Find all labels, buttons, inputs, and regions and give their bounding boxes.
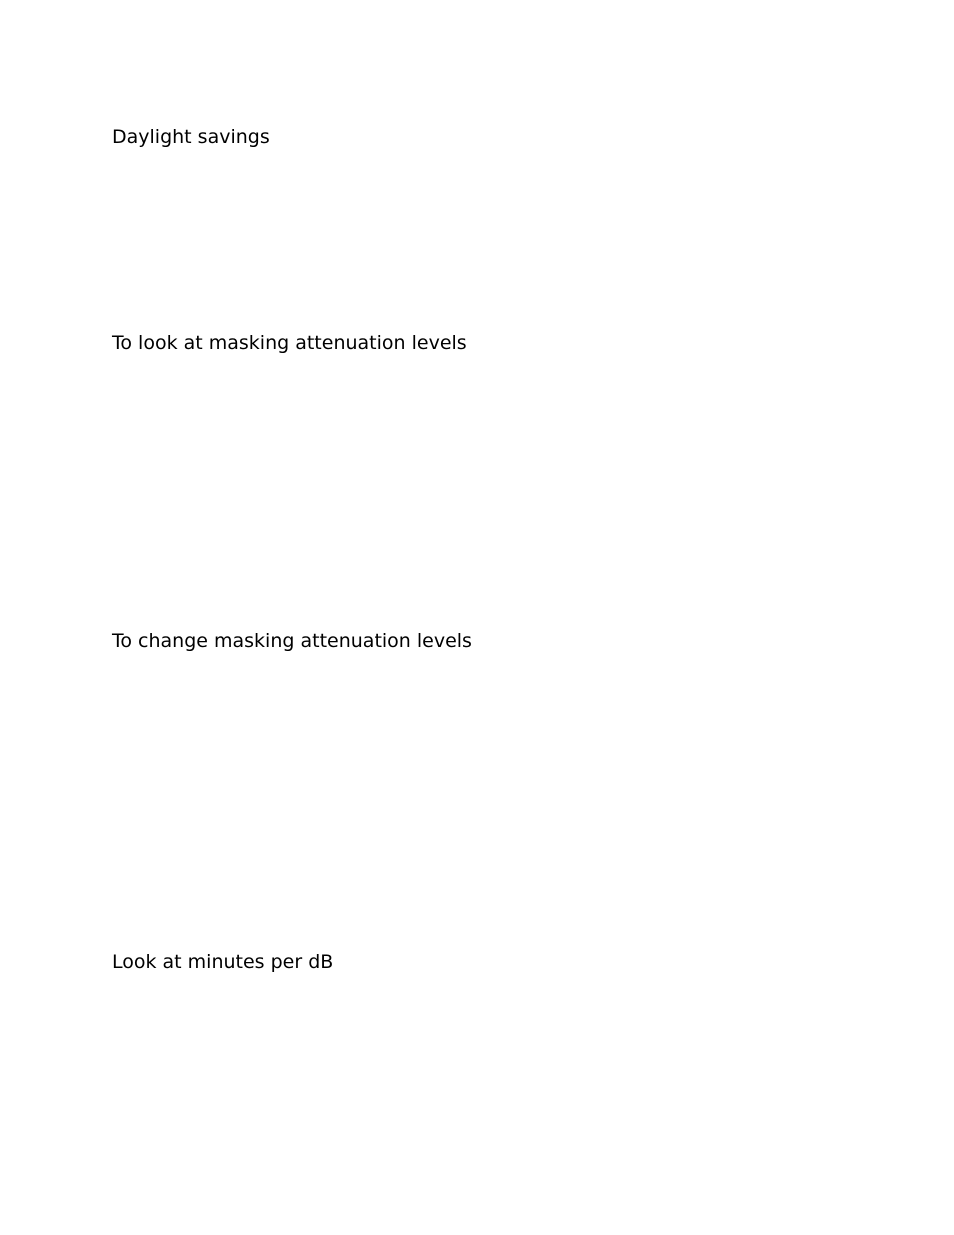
heading-look-masking-attenuation: To look at masking attenuation levels <box>112 332 467 354</box>
heading-change-masking-attenuation: To change masking attenuation levels <box>112 630 472 652</box>
heading-daylight-savings: Daylight savings <box>112 126 270 148</box>
heading-minutes-per-db: Look at minutes per dB <box>112 951 334 973</box>
